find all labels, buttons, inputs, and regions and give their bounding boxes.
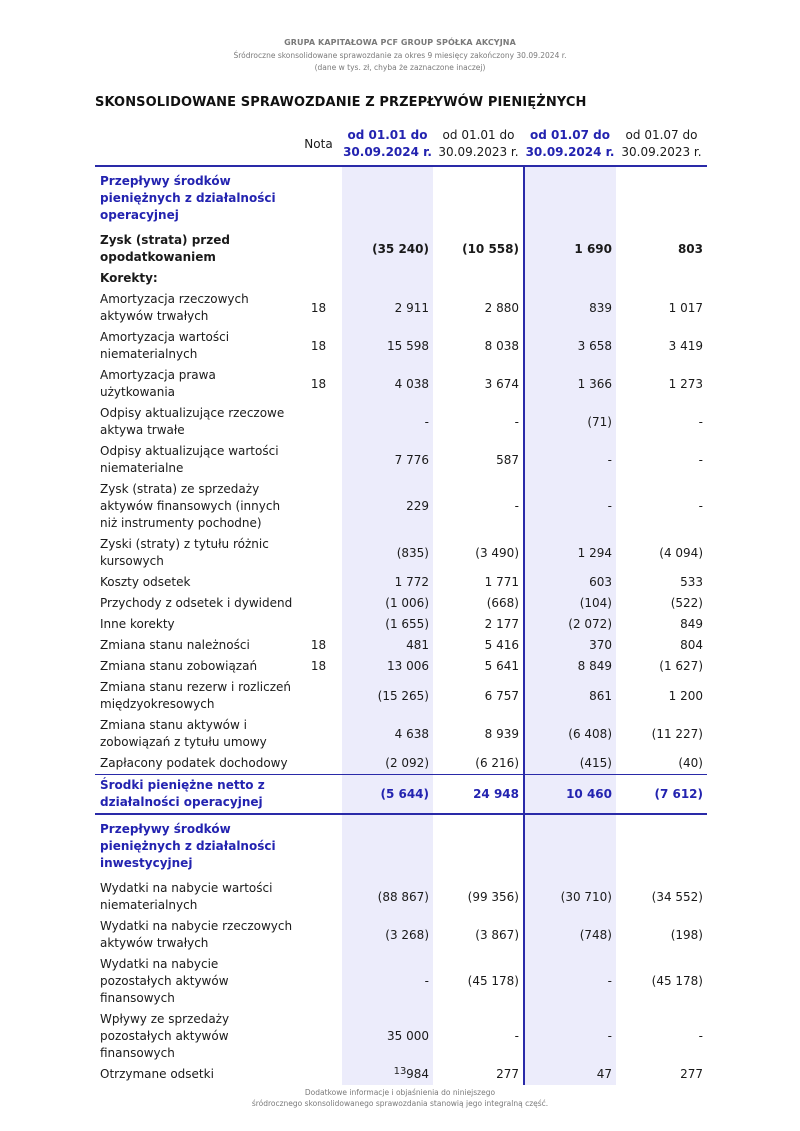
section-header-row	[95, 814, 707, 878]
row-value-period-2: (3 867)	[433, 916, 524, 954]
row-value-period-3: 1 294	[524, 534, 616, 572]
section-header-row	[95, 166, 707, 230]
row-value-period-3: 370	[524, 635, 616, 656]
row-label: Wydatki na nabycie wartości niematerialnych	[100, 881, 273, 912]
row-value-period-1: 4 038	[342, 365, 433, 403]
row-value-period-2: 5 416	[433, 635, 524, 656]
row-label: Wydatki na nabycie rzeczowych aktywów trwałych	[100, 919, 293, 950]
row-nota: 18	[310, 376, 327, 391]
row-value-period-2: 277	[433, 1064, 524, 1085]
row-value-period-3: 1 366	[524, 365, 616, 403]
row-value-period-2: 6 757	[433, 677, 524, 715]
table-row	[95, 1009, 707, 1064]
row-value-period-3: (2 072)	[524, 614, 616, 635]
row-value-period-4: 533	[680, 575, 703, 589]
row-value-period-2: (6 216)	[433, 753, 524, 775]
table-row	[95, 656, 707, 677]
table-row	[95, 878, 707, 916]
table-row	[95, 441, 707, 479]
row-value-period-3: -	[524, 441, 616, 479]
header-period-2-from: od 01.01 do	[442, 128, 515, 142]
row-value-period-3: 8 849	[524, 656, 616, 677]
row-value-period-3	[524, 166, 616, 230]
row-value-period-1	[342, 268, 433, 289]
table-row	[95, 365, 707, 403]
row-label: Amortyzacja rzeczowych aktywów trwałych	[100, 292, 249, 323]
header-period-3-from: od 01.07 do	[530, 128, 610, 142]
table-row	[95, 327, 707, 365]
row-value-period-4: (522)	[670, 596, 703, 610]
row-value-period-2: -	[433, 1009, 524, 1064]
row-value-period-4: (34 552)	[651, 889, 703, 904]
table-row	[95, 954, 707, 1009]
row-label: Amortyzacja prawa użytkowania	[100, 368, 216, 399]
row-value-period-4	[616, 268, 707, 289]
row-value-period-4: 1 273	[668, 376, 703, 391]
row-value-period-3: 1 690	[524, 230, 616, 268]
row-value-period-1: (5 644)	[342, 775, 433, 815]
row-value-period-2	[433, 166, 524, 230]
row-value-period-3: (71)	[524, 403, 616, 441]
row-value-period-4: (4 094)	[659, 545, 703, 560]
row-value-period-1: -	[342, 954, 433, 1009]
row-nota	[295, 916, 342, 954]
row-value-period-2: -	[433, 403, 524, 441]
row-value-period-1: 35 000	[342, 1009, 433, 1064]
row-value-period-3: (415)	[524, 753, 616, 775]
row-value-period-4: 804	[680, 638, 703, 652]
row-value-period-4: 803	[677, 241, 703, 256]
row-value-period-3: (748)	[524, 916, 616, 954]
row-value-period-1: (88 867)	[342, 878, 433, 916]
row-label: Korekty:	[100, 271, 158, 285]
row-nota	[295, 614, 342, 635]
table-row	[95, 230, 707, 268]
row-nota	[295, 479, 342, 534]
row-value-period-2: (668)	[433, 593, 524, 614]
footer-line-1: Dodatkowe informacje i objaśnienia do niniejszego	[304, 1088, 496, 1097]
row-value-period-2	[433, 268, 524, 289]
report-subtitle: Śródroczne skonsolidowane sprawozdanie za okres 9 miesięcy zakończony 30.09.2024 r.	[233, 51, 567, 60]
row-nota	[295, 814, 342, 878]
row-nota	[295, 572, 342, 593]
table-row	[95, 268, 707, 289]
header-period-1-from: od 01.01 do	[347, 128, 428, 142]
row-value-period-4: (198)	[670, 927, 703, 942]
table-row	[95, 403, 707, 441]
row-value-period-4: -	[698, 499, 703, 513]
header-period-2	[433, 122, 524, 166]
row-value-period-3: 3 658	[524, 327, 616, 365]
page-number: 13	[393, 1066, 407, 1077]
row-nota	[295, 593, 342, 614]
row-value-period-4: (45 178)	[651, 974, 703, 988]
row-value-period-1	[342, 166, 433, 230]
row-label: Odpisy aktualizujące wartości niematerialne	[100, 444, 279, 475]
header-period-2-to: 30.09.2023 r.	[438, 145, 519, 159]
row-value-period-3: 603	[524, 572, 616, 593]
table-row	[95, 916, 707, 954]
row-value-period-2: -	[433, 479, 524, 534]
row-value-period-2: 1 771	[433, 572, 524, 593]
row-label: Środki pieniężne netto z działalności operacyjnej	[100, 778, 265, 809]
row-value-period-1: 229	[342, 479, 433, 534]
row-label: Wpływy ze sprzedaży pozostałych aktywów finansowych	[100, 1012, 230, 1060]
row-value-period-1: (1 655)	[342, 614, 433, 635]
row-label: Inne korekty	[100, 617, 175, 631]
row-value-period-2: 2 880	[433, 289, 524, 327]
row-label: Zmiana stanu zobowiązań	[100, 659, 258, 673]
units-note: (dane w tys. zł, chyba że zaznaczone inaczej)	[314, 63, 486, 72]
row-value-period-4	[616, 814, 707, 878]
row-value-period-4: -	[698, 1029, 703, 1043]
row-value-period-2: (10 558)	[433, 230, 524, 268]
table-row	[95, 534, 707, 572]
row-nota: 18	[310, 338, 327, 353]
row-value-period-2: (99 356)	[433, 878, 524, 916]
row-value-period-3: 861	[524, 677, 616, 715]
table-row	[95, 715, 707, 753]
row-nota	[295, 878, 342, 916]
row-value-period-1: (1 006)	[342, 593, 433, 614]
row-value-period-1: 481	[342, 635, 433, 656]
row-value-period-1: 1 772	[342, 572, 433, 593]
row-label: Przepływy środków pieniężnych z działalności operacyjnej	[100, 174, 276, 222]
row-value-period-2: 24 948	[433, 775, 524, 815]
row-value-period-2: (3 490)	[433, 534, 524, 572]
row-label: Amortyzacja wartości niematerialnych	[100, 330, 230, 361]
header-period-1-to: 30.09.2024 r.	[343, 145, 432, 159]
row-value-period-1: 15 598	[342, 327, 433, 365]
row-value-period-1: (15 265)	[342, 677, 433, 715]
row-nota	[295, 230, 342, 268]
row-nota	[295, 534, 342, 572]
row-value-period-4: (40)	[678, 756, 703, 770]
row-label: Zyski (straty) z tytułu różnic kursowych	[100, 537, 269, 568]
row-label: Odpisy aktualizujące rzeczowe aktywa trwałe	[100, 406, 285, 437]
row-value-period-1: (835)	[342, 534, 433, 572]
header-period-4-from: od 01.07 do	[625, 128, 698, 142]
header-period-3	[524, 122, 616, 166]
row-value-period-3: -	[524, 479, 616, 534]
row-value-period-4: 1 200	[668, 688, 703, 703]
row-nota	[295, 166, 342, 230]
row-value-period-1	[342, 814, 433, 878]
row-nota	[295, 954, 342, 1009]
row-value-period-1: 13 006	[342, 656, 433, 677]
row-nota	[295, 403, 342, 441]
row-label: Zmiana stanu należności	[100, 638, 250, 652]
row-nota: 18	[310, 300, 327, 315]
header-label-cell	[95, 122, 295, 166]
header-nota: Nota	[304, 136, 333, 151]
row-value-period-2: 587	[433, 441, 524, 479]
header-period-4	[616, 122, 707, 166]
row-value-period-1: 4 638	[342, 715, 433, 753]
row-nota	[295, 441, 342, 479]
row-nota	[295, 677, 342, 715]
row-label: Wydatki na nabycie pozostałych aktywów finansowych	[100, 957, 229, 1005]
row-value-period-3: (30 710)	[524, 878, 616, 916]
table-row	[95, 593, 707, 614]
header-period-1	[342, 122, 433, 166]
row-value-period-4: 3 419	[668, 338, 703, 353]
table-row	[95, 289, 707, 327]
row-label: Zmiana stanu aktywów i zobowiązań z tytułu umowy	[100, 718, 267, 749]
row-label: Otrzymane odsetki	[100, 1067, 214, 1081]
row-value-period-4	[616, 166, 707, 230]
row-label: Przepływy środków pieniężnych z działalności inwestycyjnej	[100, 822, 276, 870]
row-value-period-2: 8 038	[433, 327, 524, 365]
row-value-period-1: (35 240)	[342, 230, 433, 268]
company-name: GRUPA KAPITAŁOWA PCF GROUP SPÓŁKA AKCYJNA	[284, 38, 516, 47]
row-value-period-1: 7 776	[342, 441, 433, 479]
total-row	[95, 775, 707, 815]
footer-line-2: śródrocznego skonsolidowanego sprawozdania stanowią jego integralną część.	[251, 1099, 549, 1108]
row-value-period-2: 5 641	[433, 656, 524, 677]
row-value-period-3: (6 408)	[524, 715, 616, 753]
row-value-period-1: 984	[342, 1064, 433, 1085]
row-value-period-4: -	[698, 452, 703, 467]
row-value-period-4: 1 017	[668, 300, 703, 315]
row-label: Przychody z odsetek i dywidend	[100, 596, 293, 610]
row-value-period-1: -	[342, 403, 433, 441]
table-row	[95, 677, 707, 715]
row-nota: 18	[310, 638, 327, 652]
row-value-period-2: 3 674	[433, 365, 524, 403]
row-label: Zysk (strata) ze sprzedaży aktywów finansowych (innych niż instrumenty pochodne)	[100, 482, 281, 530]
row-value-period-4: (7 612)	[654, 786, 703, 801]
row-label: Zysk (strata) przed opodatkowaniem	[100, 233, 230, 264]
row-value-period-4: 277	[680, 1067, 703, 1081]
row-value-period-4: 849	[680, 617, 703, 631]
row-nota	[295, 268, 342, 289]
row-value-period-3: (104)	[524, 593, 616, 614]
row-nota	[295, 775, 342, 815]
header-period-4-to: 30.09.2023 r.	[621, 145, 702, 159]
header-period-3-to: 30.09.2024 r.	[525, 145, 615, 159]
row-value-period-4: (11 227)	[651, 726, 703, 741]
row-value-period-3	[524, 814, 616, 878]
row-label: Zmiana stanu rezerw i rozliczeń międzyokresowych	[100, 680, 292, 711]
statement-title: SKONSOLIDOWANE SPRAWOZDANIE Z PRZEPŁYWÓW PIENIĘŻNYCH	[95, 95, 587, 110]
row-value-period-1: (3 268)	[342, 916, 433, 954]
row-value-period-2	[433, 814, 524, 878]
row-value-period-2: (45 178)	[433, 954, 524, 1009]
row-value-period-1: 2 911	[342, 289, 433, 327]
row-nota	[295, 753, 342, 775]
row-value-period-3: 10 460	[524, 775, 616, 815]
table-row	[95, 479, 707, 534]
row-value-period-3: 839	[524, 289, 616, 327]
row-value-period-2: 8 939	[433, 715, 524, 753]
row-nota: 18	[310, 659, 327, 673]
row-value-period-4: -	[698, 414, 703, 429]
table-row	[95, 753, 707, 775]
table-row	[95, 635, 707, 656]
row-value-period-2: 2 177	[433, 614, 524, 635]
table-body	[95, 166, 707, 1085]
table-row	[95, 614, 707, 635]
row-label: Koszty odsetek	[100, 575, 191, 589]
row-label: Zapłacony podatek dochodowy	[100, 756, 288, 770]
row-value-period-3: 47	[524, 1064, 616, 1085]
cash-flow-table	[95, 122, 707, 1085]
row-nota	[295, 715, 342, 753]
row-value-period-3: -	[524, 1009, 616, 1064]
table-row	[95, 572, 707, 593]
row-value-period-1: (2 092)	[342, 753, 433, 775]
row-nota	[295, 1009, 342, 1064]
row-value-period-4: (1 627)	[659, 659, 703, 673]
row-value-period-3: -	[524, 954, 616, 1009]
table-header-row	[95, 122, 707, 166]
row-value-period-3	[524, 268, 616, 289]
